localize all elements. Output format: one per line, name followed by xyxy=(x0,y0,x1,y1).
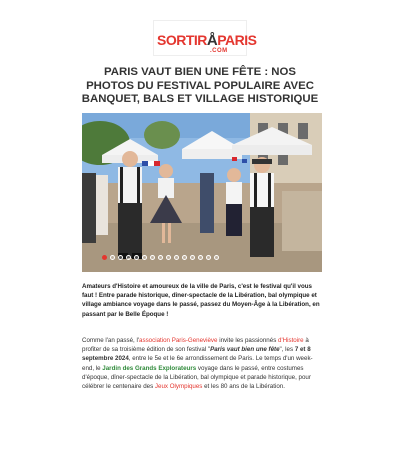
jeux-olympiques-link[interactable]: Jeux Olympiques xyxy=(154,383,203,391)
carousel-dot[interactable] xyxy=(134,255,139,260)
logo-domain: .COM xyxy=(210,48,228,54)
festival-name: Paris vaut bien une fête xyxy=(210,346,280,354)
logo-wordmark: SORTIRÅPARIS xyxy=(157,32,257,49)
carousel-dot[interactable] xyxy=(126,255,131,260)
histoire-link[interactable]: d'Histoire xyxy=(278,337,304,344)
jardin-link[interactable]: Jardin des Grands Explorateurs xyxy=(102,364,197,372)
carousel-dot[interactable] xyxy=(206,255,211,260)
carousel-dot[interactable] xyxy=(158,255,163,260)
carousel-dot[interactable] xyxy=(110,255,115,260)
article-title: PARIS VAUT BIEN UNE FÊTE : NOS PHOTOS DU FESTIVAL POPULAIRE AVEC BANQUET, BALS ET VILLAGE HISTORIQUE xyxy=(81,66,319,105)
carousel-dot[interactable] xyxy=(142,255,147,260)
carousel-dot[interactable] xyxy=(198,255,203,260)
hero-image-carousel[interactable] xyxy=(82,113,322,272)
carousel-dot[interactable] xyxy=(190,255,195,260)
association-link[interactable]: association Paris-Geneviève xyxy=(139,337,218,344)
carousel-dot[interactable] xyxy=(214,255,219,260)
eiffel-tower-icon: Å xyxy=(206,32,218,49)
festival-dates: 7 et 8 septembre 2024 xyxy=(82,346,311,363)
festival-photo xyxy=(82,113,322,272)
site-logo[interactable] xyxy=(153,20,257,56)
carousel-dot[interactable] xyxy=(174,255,179,260)
carousel-dot[interactable] xyxy=(150,255,155,260)
carousel-dot[interactable] xyxy=(166,255,171,260)
carousel-dot[interactable] xyxy=(182,255,187,260)
article-intro: Amateurs d'Histoire et amoureux de la ville de Paris, c'est le festival qu'il vous faut ! Entre parade historique, dîner-spectacle de la Libération, bal olympique et village ambiance voyage dans le passé, passez du Moyen-Âge à la Libération, en passant par le Belle Époque ! xyxy=(82,283,320,318)
carousel-dot[interactable] xyxy=(118,255,123,260)
article-body: Comme l'an passé, l'association Paris-Geneviève invite les passionnés d'Histoire à profiter de sa troisième édition de son festival "Paris vaut bien une fête", les 7 et 8 septembre 2024, entre le 5e et le 6e arrondissement de Paris. Le temps d'un week-end, le Jardin des Grands Explorateurs voyage dans le passé, entre costumes d'époque, dîner-spectacle de la Libération, bal olympique et parade historique, pour célébrer le centenaire des Jeux Olympiques et les 80 ans de la Libération. xyxy=(82,337,313,391)
carousel-pagination[interactable] xyxy=(102,255,219,260)
carousel-dot[interactable] xyxy=(102,255,107,260)
